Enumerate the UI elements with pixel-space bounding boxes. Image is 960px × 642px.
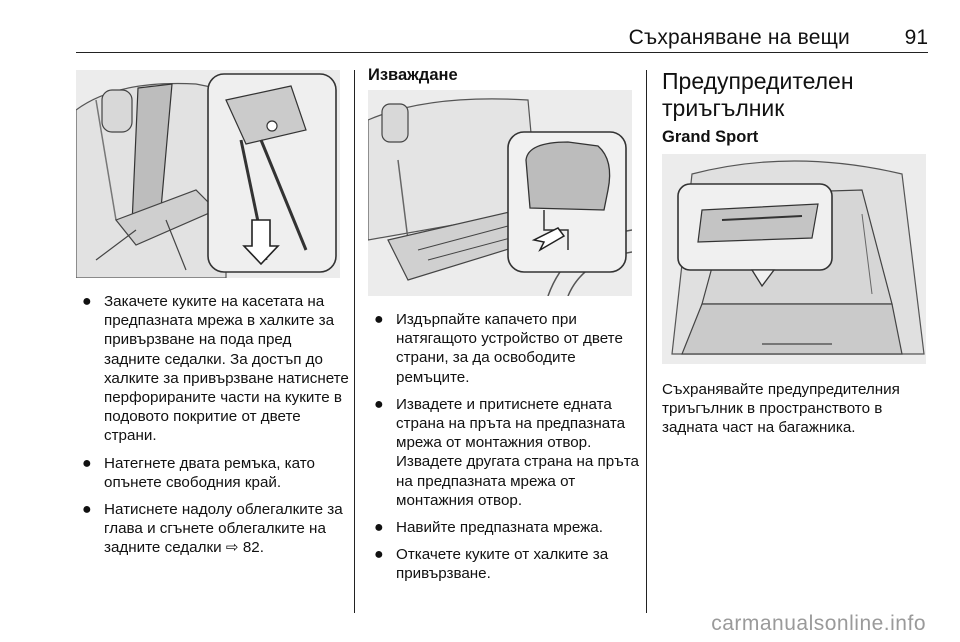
cargo-net-straps-drawing <box>76 70 340 278</box>
list-item-text: Натиснете надолу облегалките за глава и сгънете облегалките на задните седалки <box>104 501 343 557</box>
section-heading-removal: Изваждане <box>368 66 458 84</box>
list-item-text: Навийте предпазната мрежа. <box>396 519 603 537</box>
list-item <box>370 310 640 387</box>
list-item <box>370 395 640 510</box>
model-subheading: Grand Sport <box>662 128 759 146</box>
page-reference-icon: ⇨ <box>225 539 239 557</box>
list-item-text: Издърпайте капачето при натягащото устройство от двете страни, за да освободите ремъците. <box>396 311 623 386</box>
trunk-storage-drawing <box>662 154 926 364</box>
figure-cargo-net-straps <box>76 70 340 278</box>
list-item-text: Откачете куките от халките за привързване. <box>396 546 609 583</box>
section-heading-warning-triangle: Предупредителен триъгълник <box>662 68 854 121</box>
bullet-icon: ● <box>82 293 92 310</box>
column-divider-1 <box>354 70 355 613</box>
list-item <box>370 518 640 537</box>
watermark-text: carmanualsonline.info <box>711 612 926 635</box>
list-item <box>78 500 350 558</box>
bullet-icon: ● <box>374 519 384 537</box>
list-item <box>370 545 640 583</box>
figure-cassette-removal <box>368 90 632 296</box>
figure-warning-triangle-storage <box>662 154 926 364</box>
bullet-icon: ● <box>374 311 384 328</box>
column-divider-2 <box>646 70 647 613</box>
column2-instruction-list <box>370 310 640 592</box>
page-reference-link[interactable]: 82. <box>242 539 264 557</box>
column1-instruction-list <box>78 292 350 566</box>
list-item <box>78 454 350 492</box>
page-number: 91 <box>904 26 928 49</box>
list-item-text: Натегнете двата ремъка, като опънете свободния край. <box>104 454 315 491</box>
page-title: Съхраняване на вещи <box>628 26 850 49</box>
bullet-icon: ● <box>82 454 92 472</box>
header-rule <box>76 52 928 53</box>
bullet-icon: ● <box>374 546 384 564</box>
warning-triangle-paragraph: Съхранявайте предупредителния триъгълник в пространството в задната част на багажника. <box>662 381 900 437</box>
cassette-removal-drawing <box>368 90 632 296</box>
page-header <box>76 24 928 52</box>
bullet-icon: ● <box>374 395 384 413</box>
list-item <box>78 292 350 446</box>
list-item-text: Закачете куките на касетата на предпазната мрежа в халките за привързване на пода пред задните седалки. За достъп до халките за привързване натиснете перфорираните части на куките в подовото покритие от двете страни. <box>104 293 349 445</box>
list-item-text: Извадете и притиснете едната страна на пръта на предпазната мрежа от монтажния отвор. Извадете другата страна на пръта на предпазната мрежа от монтажния отвор. <box>396 395 639 509</box>
bullet-icon: ● <box>82 501 92 519</box>
